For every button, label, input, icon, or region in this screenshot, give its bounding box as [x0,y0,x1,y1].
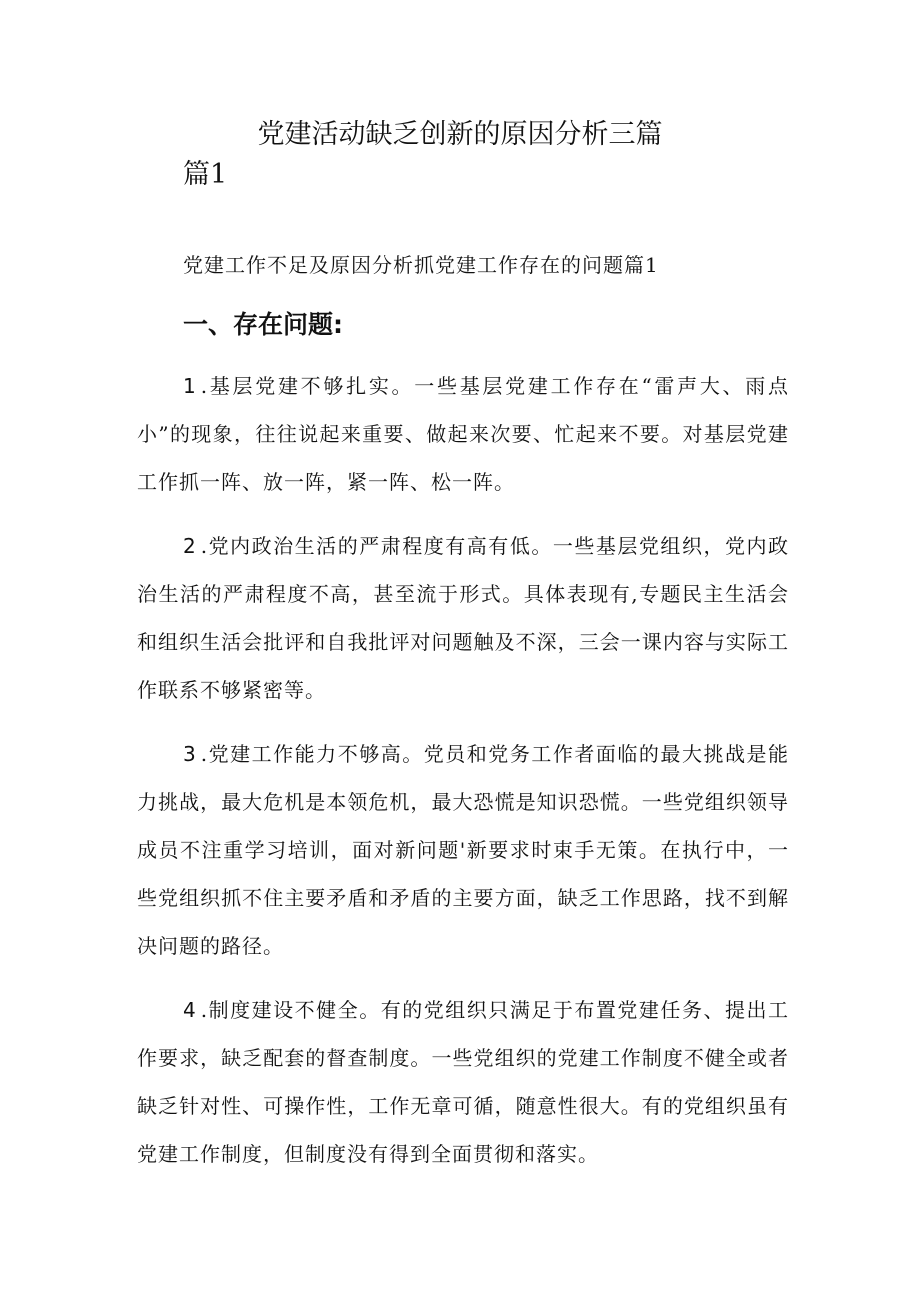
paragraph-text: .基层党建不够扎实。一些基层党建工作存在“雷声大、雨点小”的现象，往往说起来重要、做起来次要、忙起来不要。对基层党建工作抓一阵、放一阵，紧一阵、松一阵。 [137,374,789,494]
section-heading: 一、存在问题: [183,310,343,339]
paragraph-number: 3 [183,742,197,766]
paragraph-3 [137,730,789,970]
paragraph-4 [137,986,789,1178]
paragraph-2 [137,522,789,714]
paragraph-text: .制度建设不健全。有的党组织只满足于布置党建任务、提出工作要求，缺乏配套的督查制度。一些党组织的党建工作制度不健全或者缺乏针对性、可操作性，工作无章可循，随意性很大。有的党组织虽有党建工作制度，但制度没有得到全面贯彻和落实。 [137,998,789,1166]
chapter-label: 篇1 [183,159,228,190]
document-title: 党建活动缺乏创新的原因分析三篇 [257,119,663,150]
paragraph-1 [137,362,789,506]
paragraph-number: 2 [183,534,197,558]
paragraph-number: 1 [183,374,197,398]
paragraph-number: 4 [183,998,197,1022]
document-subtitle: 党建工作不足及原因分析抓党建工作存在的问题篇1 [183,253,659,277]
paragraph-text: .党内政治生活的严肃程度有高有低。一些基层党组织，党内政治生活的严肃程度不高，甚至流于形式。具体表现有,专题民主生活会和组织生活会批评和自我批评对问题触及不深，三会一课内容与实际工作联系不够紧密等。 [137,534,789,702]
paragraph-text: .党建工作能力不够高。党员和党务工作者面临的最大挑战是能力挑战，最大危机是本领危机，最大恐慌是知识恐慌。一些党组织领导成员不注重学习培训，面对新问题'新要求时束手无策。在执行中，一些党组织抓不住主要矛盾和矛盾的主要方面，缺乏工作思路，找不到解决问题的路径。 [137,742,789,958]
